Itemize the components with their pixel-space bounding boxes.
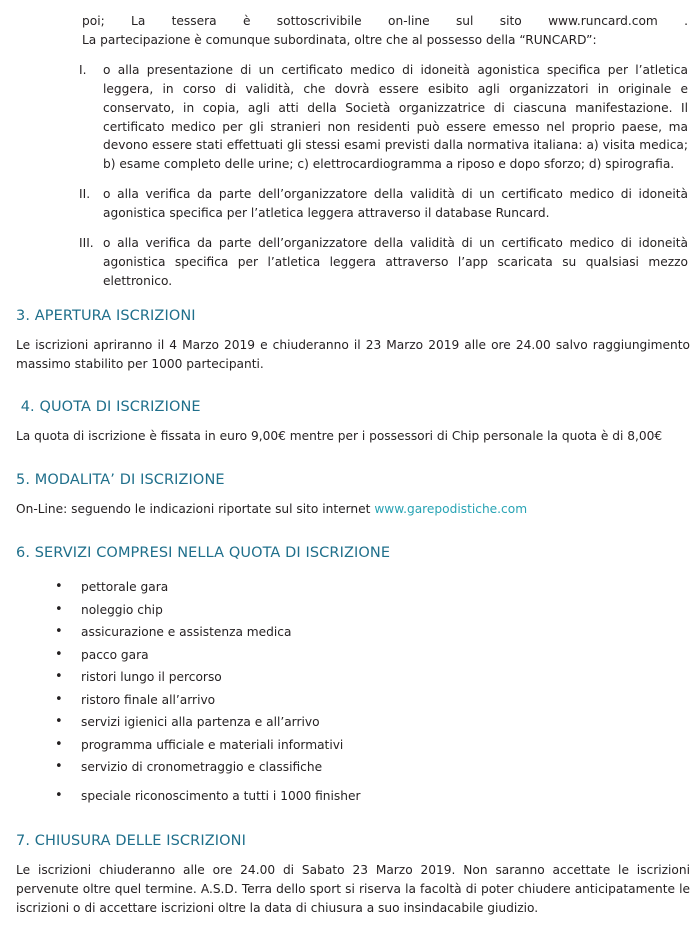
list-item: • servizio di cronometraggio e classifiche [16,756,690,779]
runcard-url-text: www.runcard.com [548,14,658,28]
section-heading: 6. SERVIZI COMPRESI NELLA QUOTA DI ISCRIZIONE [16,545,391,561]
intro-word: sottoscrivibile [276,14,362,28]
intro-word: è [242,14,251,28]
intro-word: sito [499,14,522,28]
section-text: Le iscrizioni apriranno il 4 Marzo 2019 e chiuderanno il 23 Marzo 2019 alle ore 24.00 salvo raggiungimento massimo stabilito per 1000 partecipanti. [16,338,690,372]
services-list [16,576,690,807]
list-item: • assicurazione e assistenza medica [16,621,690,644]
list-item: • ristori lungo il percorso [16,666,690,689]
section-text: La quota di iscrizione è fissata in euro 9,00€ mentre per i possessori di Chip personale la quota è di 8,00€ [16,429,663,444]
condition-item [0,185,688,223]
condition-item [0,234,688,291]
condition-item [0,61,688,174]
garepodistiche-link[interactable]: www.garepodistiche.com [374,502,528,517]
medical-conditions-list [0,61,688,291]
intro-block [82,12,688,50]
intro-line-2: La partecipazione è comunque subordinata, oltre che al possesso della “RUNCARD”: [82,32,597,47]
roman-numeral: II. [79,187,91,202]
document-page [0,12,700,930]
section-heading: 4. QUOTA DI ISCRIZIONE [16,399,201,415]
intro-line-1 [82,12,688,31]
section-servizi-compresi [16,542,690,807]
roman-numeral: III. [79,236,94,251]
section-heading: 7. CHIUSURA DELLE ISCRIZIONI [16,833,246,849]
intro-word: . [684,14,689,28]
intro-word: on-line [388,14,430,28]
list-item: • speciale riconoscimento a tutti i 1000 finisher [16,785,690,808]
list-item: • programma ufficiale e materiali informativi [16,734,690,757]
list-item: • ristoro finale all’arrivo [16,689,690,712]
intro-word: poi; [82,14,105,28]
condition-text: o alla verifica da parte dell’organizzatore della validità di un certificato medico di idoneità agonistica specifica per l’atletica leggera attraverso il database Runcard. [103,187,688,221]
section-heading: 5. MODALITA’ DI ISCRIZIONE [16,472,225,488]
intro-word: tessera [171,14,217,28]
list-item: • noleggio chip [16,599,690,622]
section-modalita-iscrizione [16,469,690,519]
section-chiusura-iscrizioni [16,830,690,918]
online-instructions-text: On-Line: seguendo le indicazioni riportate sul sito internet [16,502,375,517]
intro-word: sul [455,14,474,28]
list-item: • pettorale gara [16,576,690,599]
intro-word: La [131,14,146,28]
list-item: • pacco gara [16,644,690,667]
condition-text: o alla presentazione di un certificato medico di idoneità agonistica specifica per l’atletica leggera, in corso di validità, che dovrà essere esibito agli organizzatori in originale e conservato, in copia, agli atti della Società organizzatrice di ciascuna manifestazione. Il certificato medico per gli stranieri non residenti può essere emesso nel proprio paese, ma devono essere stati effettuati gli stessi esami previsti dalla normativa italiana: a) visita medica; b) esame completo delle urine; c) elettrocardiogramma a riposo e dopo sforzo; d) spirografia. [103,62,688,172]
section-quota-iscrizione [16,396,690,446]
roman-numeral: I. [79,62,87,77]
section-apertura-iscrizioni [16,305,690,374]
section-text [16,500,690,519]
section-heading: 3. APERTURA ISCRIZIONI [16,308,196,324]
section-text: Le iscrizioni chiuderanno alle ore 24.00 di Sabato 23 Marzo 2019. Non saranno accettate le iscrizioni pervenute oltre quel termine. A.S.D. Terra dello sport si riserva la facoltà di poter chiudere anticipatamente le iscrizioni o di accettare iscrizioni oltre la data di chiusura a suo insindacabile giudizio. [16,863,690,916]
condition-text: o alla verifica da parte dell’organizzatore della validità di un certificato medico di idoneità agonistica specifica per l’atletica leggera attraverso l’app scaricata su qualsiasi mezzo elettronico. [103,236,688,288]
list-item: • servizi igienici alla partenza e all’arrivo [16,711,690,734]
